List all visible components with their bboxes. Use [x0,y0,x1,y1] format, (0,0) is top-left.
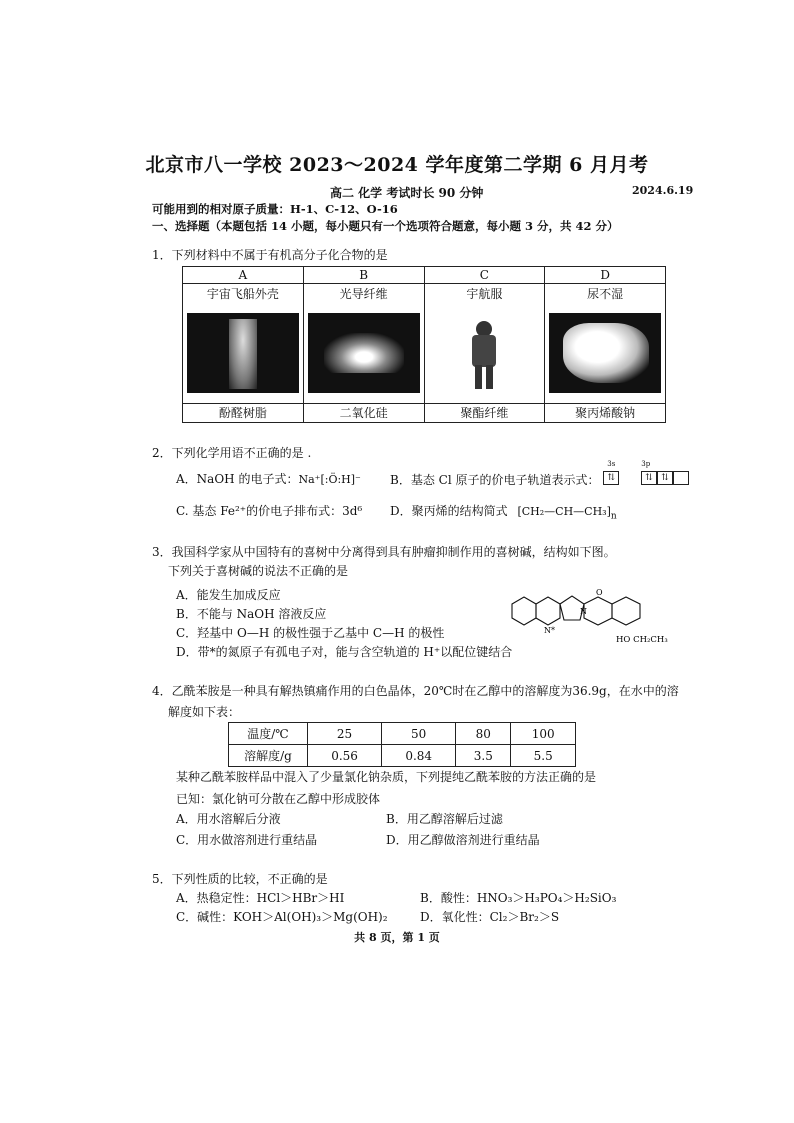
q1-col-letter: B [303,267,424,284]
spacecraft-shell-photo [187,313,299,393]
q2-option-b [390,460,687,488]
temp-cell: 100 [511,723,576,745]
q5-stem: 5．下列性质的比较，不正确的是 [152,872,328,886]
q2-option-a-text: A．NaOH 的电子式： [176,472,299,486]
q5-option-d: D．氧化性：Cl₂＞Br₂＞S [420,910,560,924]
solubility-cell: 0.56 [308,745,382,767]
q3-option-a: A．能发生加成反应 [176,588,281,602]
orbital-box: ⇅ [657,471,673,485]
q2-option-c: C. 基态 Fe²⁺的价电子排布式：3d⁶ [176,504,363,518]
temp-cell: 25 [308,723,382,745]
page-footer: 共 8 页，第 1 页 [354,931,440,944]
q2-option-d [390,502,617,521]
q3-option-d: D．带*的氮原子有孤电子对，能与含空轨道的 H⁺以配位键结合 [176,645,513,659]
structure-oxygen-label: O [596,588,603,597]
spacesuit-photo [428,313,540,393]
q4-option-a: A．用水溶解后分液 [176,812,281,826]
q1-item-material: 酚醛树脂 [183,403,304,422]
exam-subtitle: 高二 化学 考试时长 90 分钟 [330,186,484,200]
structure-substituent-label: HO CH₂CH₃ [616,635,668,645]
solubility-row-label: 溶解度/g [229,745,308,767]
q1-item-name: 光导纤维 [303,284,424,303]
diaper-material-photo [549,313,661,393]
section-heading: 一、选择题（本题包括 14 小题，每小题只有一个选项符合题意，每小题 3 分，共 42 分） [152,219,619,233]
q1-item-name: 尿不湿 [545,284,666,303]
q1-photo-cell [424,303,545,404]
solubility-cell: 3.5 [456,745,511,767]
q2-stem: 2．下列化学用语不正确的是 . [152,446,312,460]
structure-nitrogen-label: N [580,607,587,616]
temp-row-label: 温度/℃ [229,723,308,745]
atomic-mass-note: 可能用到的相对原子质量：H-1、C-12、O-16 [152,202,398,216]
polypropylene-formula: [CH₂—CH—CH₃] [517,505,611,518]
q2-option-d-text: D．聚丙烯的结构简式 [390,504,508,518]
q1-item-material: 聚酯纤维 [424,403,545,422]
orbital-3p-label: 3p [641,460,651,468]
pyridone-ring [584,597,612,625]
orbital-box [673,471,689,485]
q2-option-b-text: B．基态 Cl 原子的价电子轨道表示式： [390,473,600,487]
q1-item-material: 聚丙烯酸钠 [545,403,666,422]
q1-item-name: 宇宙飞船外壳 [183,284,304,303]
solubility-cell: 5.5 [511,745,576,767]
q1-col-letter: D [545,267,666,284]
orbital-box: ⇅ [603,471,619,485]
exam-date: 2024.6.19 [632,184,694,197]
q3-stem-2: 下列关于喜树碱的说法不正确的是 [168,564,349,578]
q4-stem: 4．乙酰苯胺是一种具有解热镇痛作用的白色晶体，20℃时在乙醇中的溶解度为36.9g，在水中的溶 [152,684,679,698]
q4-option-c: C．用水做溶剂进行重结晶 [176,833,318,847]
naoh-electron-formula: Na⁺[:Ö:H]⁻ [298,473,361,486]
q5-option-a: A．热稳定性：HCl＞HBr＞HI [176,891,345,905]
benzene-ring [512,597,536,625]
q1-photo-cell [545,303,666,404]
orbital-3s-label: 3s [607,460,616,468]
optical-fiber-photo [308,313,420,393]
structure-n-star-label: N* [544,626,555,635]
camptothecin-structure [508,582,674,648]
q3-option-b: B．不能与 NaOH 溶液反应 [176,607,327,621]
exam-title: 北京市八一学校 2023～2024 学年度第二学期 6 月月考 [145,154,649,176]
q4-stem-2: 解度如下表： [168,705,241,719]
q1-photo-cell [183,303,304,404]
solubility-table [228,722,576,767]
q1-stem: 1．下列材料中不属于有机高分子化合物的是 [152,248,388,262]
q2-option-a [176,470,361,487]
cl-orbital-diagram [603,460,687,484]
pyridine-ring [536,597,560,625]
q3-option-c: C．羟基中 O—H 的极性强于乙基中 C—H 的极性 [176,626,445,640]
q5-option-c: C．碱性：KOH＞Al(OH)₃＞Mg(OH)₂ [176,910,388,924]
orbital-boxes [603,470,689,485]
solubility-cell: 0.84 [382,745,456,767]
q4-option-b: B．用乙醇溶解后过滤 [386,812,503,826]
q1-item-material: 二氧化硅 [303,403,424,422]
q1-photo-cell [303,303,424,404]
q3-stem: 3．我国科学家从中国特有的喜树中分离得到具有肿瘤抑制作用的喜树碱，结构如下图。 [152,545,616,559]
lactone-ring [612,597,640,625]
q4-option-d: D．用乙醇做溶剂进行重结晶 [386,833,540,847]
orbital-box: ⇅ [641,471,657,485]
q5-option-b: B．酸性：HNO₃＞H₃PO₄＞H₂SiO₃ [420,891,617,905]
q1-col-letter: C [424,267,545,284]
q4-line-3: 某种乙酰苯胺样品中混入了少量氯化钠杂质，下列提纯乙酰苯胺的方法正确的是 [176,770,597,784]
q4-line-4: 已知：氯化钠可分散在乙醇中形成胶体 [176,792,381,806]
q1-col-letter: A [183,267,304,284]
q1-material-table [182,266,666,423]
temp-cell: 50 [382,723,456,745]
polymer-n-subscript: n [610,511,617,522]
temp-cell: 80 [456,723,511,745]
q1-item-name: 宇航服 [424,284,545,303]
